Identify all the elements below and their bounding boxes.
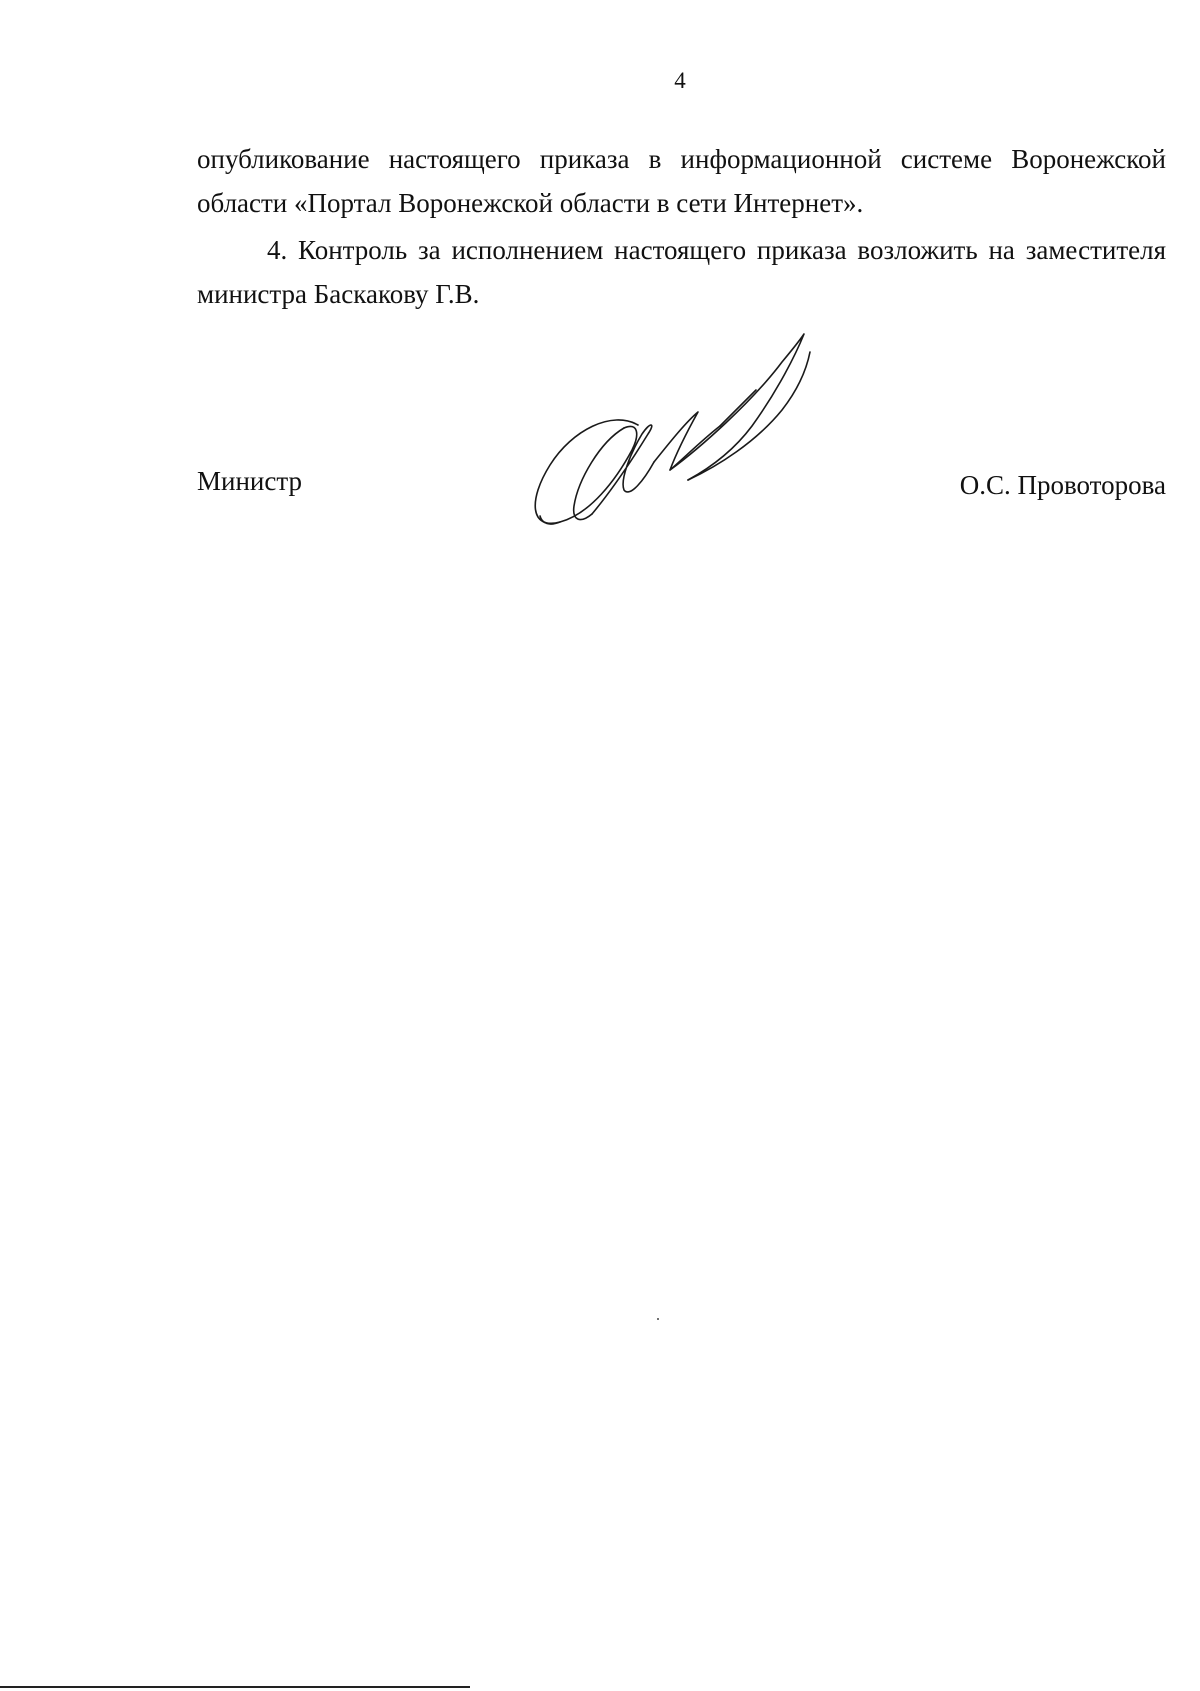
handwritten-signature [520,330,840,540]
scan-speck [657,1318,659,1320]
signatory-role: Министр [197,466,302,496]
page-number: 4 [674,68,686,93]
bottom-edge-line [0,1686,470,1688]
paragraph-control: 4. Контроль за исполнением настоящего приказа возложить на заместителя министра Баскакову Г.В. [197,235,1166,309]
signatory-name: О.С. Провоторова [959,470,1166,500]
paragraph-publication: опубликование настоящего приказа в информационной системе Воронежской области «Портал Воронежской области в сети Интернет». [197,144,1166,218]
